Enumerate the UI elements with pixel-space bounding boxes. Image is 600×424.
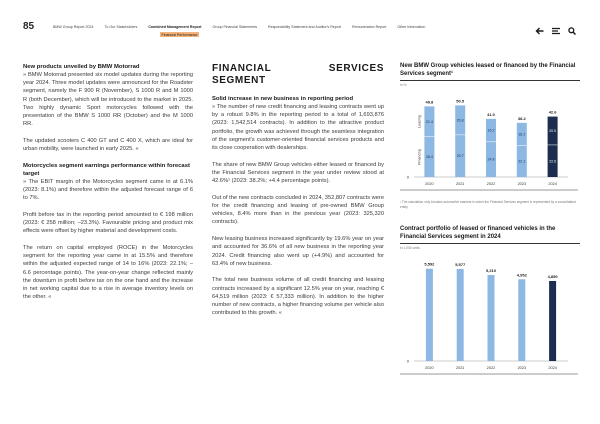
segment-value-label: 21.4 [425, 119, 433, 124]
paragraph: Profit before tax in the reporting period amounted to € 198 million (2023: € 258 million; –23.3%). Favourable pricing and product mix effects were offset by higher material and development costs. [23, 211, 193, 235]
total-value-label: 49.8 [425, 99, 434, 105]
paragraph: The return on capital employed (ROCE) in the Motorcycles segment for the reporting year came in at 15.5% and therefore within the adjusted expected range of 14 to 16% (2023: 22.1%; –6.6 percentage points). The year-on-year change reflected mainly the downturn in profit before tax on the one hand and the increase in net working capital due to a rise in average inventory levels on the other. « [23, 245, 193, 301]
segment-value-label: 22.6 [549, 159, 557, 164]
heading-new-business: Solid increase in new business in reporting period [212, 96, 354, 102]
bar [518, 279, 525, 361]
bar [426, 269, 433, 361]
paragraph: The share of new BMW Group vehicles either leased or financed by the Financial Services segment in the year under review stood at 42.6%¹ (2023: 38.2%; +4.4 percentage points). [212, 161, 384, 185]
nav-item-stakeholders[interactable]: To Our Stakeholders [104, 25, 138, 29]
nav-icons [535, 22, 576, 40]
top-navigation [0, 0, 600, 45]
segment-title: FINANCIAL SERVICES SEGMENT [212, 63, 384, 86]
bar-value-label: 5,592 [424, 261, 435, 267]
bar [488, 275, 495, 361]
chart-footnote: ¹ The calculation only includes automotive markets in which the Financial Services segment is represented by a consolidated entity. [400, 200, 576, 209]
paragraph: The total new business volume of all credit financing and leasing contracts increased by a significant 12.5% year on year, reaching € 64,519 million (2023: € 57,333 million). In addition to the higher number of new contracts, a higher financing volume per vehicle also contributed to this growth. « [212, 277, 384, 317]
nav-item-management-report[interactable]: Combined Management Report [148, 25, 202, 29]
sub-section-tag[interactable]: Financial Performance [161, 32, 198, 37]
segment-value-label: 16.1 [518, 132, 526, 137]
chart-unit: in % [400, 83, 407, 87]
x-tick-label: 2020 [425, 366, 434, 370]
bar-value-label: 4,952 [516, 272, 527, 278]
bar [549, 281, 556, 361]
paragraph: New leasing business increased significantly by 19.6% year on year and accounted for 36.6% of all new business in the reporting year 2024. Credit financing also went up (+4.9%) and accounted for 63.4% of new business. [212, 236, 384, 267]
segment-value-label: 20.0 [549, 129, 557, 134]
total-value-label: 42.6 [548, 109, 557, 115]
chart-title: New BMW Group vehicles leased or financed by the Financial Services segment¹ [400, 62, 580, 81]
x-tick-label: 2021 [455, 366, 465, 370]
segment-value-label: 20.8 [456, 118, 464, 123]
menu-icon[interactable] [552, 22, 560, 40]
segment-value-label: 16.2 [487, 128, 495, 133]
segment-value-label: 22.1 [518, 159, 526, 164]
paragraph: » The number of new credit financing and leasing contracts went up by a robust 9.8% in the reporting period to a total of 1,693,876 (2023: 1,542,514 contracts). In addition to the attractive product portfolio, the growth was achieved through the seamless integration of the segment's customer-oriented financial services products and its close cooperation with dealerships. [212, 104, 384, 152]
paragraph: Out of the new contracts concluded in 2024, 352,807 contracts were for the credit financing and leasing of pre-owned BMW Group vehicles, 8.4% more than in the previous year (2023: 325,320 contracts). [212, 194, 384, 226]
chart-contract-portfolio [400, 225, 580, 385]
nav-item-financial-statements[interactable]: Group Financial Statements [212, 25, 257, 29]
y-tick-label: 0 [406, 358, 409, 364]
bar-value-label: 5,210 [485, 268, 497, 274]
segment-value-label: 29.7 [456, 154, 464, 159]
legend-leasing: Leasing [417, 115, 422, 128]
bar-value-label: 4,850 [547, 273, 558, 279]
x-tick-label: 2023 [517, 182, 527, 186]
x-tick-label: 2024 [548, 182, 557, 186]
bar-value-label: 5,577 [455, 261, 466, 267]
heading-new-products: New products unveiled by BMW Motorrad [23, 64, 140, 70]
x-tick-label: 2023 [517, 366, 527, 370]
heading-earnings: Motorcycles segment earnings performance within forecast target [23, 162, 190, 177]
paragraph: » BMW Motorrad presented six model updates during the reporting year 2024. Three model updates were announced for the Roadster segment, namely the F 900 R (November), S 1000 R and M 1000 R (both December), which will be introduced to the market in 2025. Two highly dynamic Sport motorcycles followed with the presentation of the BMW S 1000 RR (October) and the M 1000 RR. [23, 72, 193, 128]
stacked-bar-chart [400, 87, 580, 192]
segment-value-label: 24.8 [487, 157, 495, 162]
segment-value-label: 28.4 [425, 155, 433, 160]
chart-unit: in 1,000 units [400, 246, 420, 250]
left-column [23, 63, 193, 310]
total-value-label: 50.5 [456, 98, 465, 104]
back-arrow-icon[interactable] [535, 22, 544, 40]
total-value-label: 38.2 [517, 115, 526, 121]
search-icon[interactable] [568, 22, 576, 40]
chart-title: Contract portfolio of leased or financed vehicles in the Financial Services segment in 2024 [400, 225, 580, 244]
nav-bar [53, 25, 436, 29]
nav-item-other[interactable]: Other Information [397, 25, 426, 29]
nav-item-report[interactable]: BMW Group Report 2024 [53, 25, 94, 29]
x-tick-label: 2022 [486, 182, 496, 186]
middle-column [212, 63, 384, 326]
nav-item-remuneration[interactable]: Remuneration Report [352, 25, 387, 29]
y-tick-label: 0 [406, 174, 409, 180]
paragraph: The updated scooters C 400 GT and C 400 X, which are ideal for urban mobility, were launched in early 2025. « [23, 137, 193, 153]
page-number: 85 [23, 21, 35, 32]
total-value-label: 41.0 [487, 111, 495, 117]
x-tick-label: 2024 [548, 366, 557, 370]
x-tick-label: 2021 [455, 182, 465, 186]
chart-share-leased-financed [400, 62, 580, 209]
x-tick-label: 2022 [486, 366, 496, 370]
paragraph: » The EBIT margin of the Motorcycles segment came in at 6.1% (2023: 8.1%) and therefore within the adjusted forecast range of 6 to 7%. [23, 178, 193, 202]
bar [457, 269, 464, 361]
bar-chart [400, 250, 580, 380]
x-tick-label: 2020 [425, 182, 434, 186]
legend-financing: Financing [417, 149, 422, 165]
nav-item-responsibility[interactable]: Responsibility Statement and Auditor's Report [268, 25, 341, 29]
